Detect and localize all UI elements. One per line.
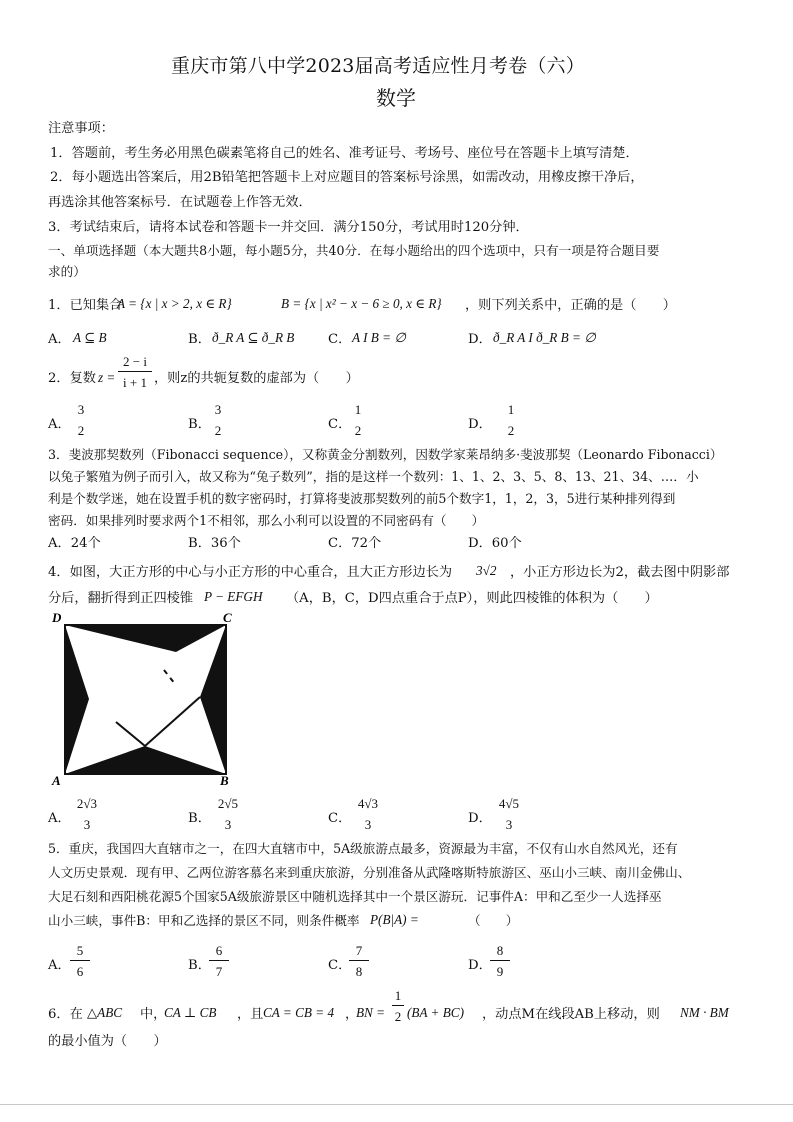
- q3-option-b: B．36个: [188, 536, 241, 551]
- q6-perp: CA ⊥ CB: [164, 1005, 217, 1020]
- exam-title: 重庆市第八中学2023届高考适应性月考卷（六）: [171, 55, 585, 77]
- q5-option-a: [70, 941, 90, 985]
- numerator: 1: [507, 402, 515, 417]
- numerator: 1: [354, 402, 362, 417]
- q5-probability: P(B|A) =: [370, 912, 419, 927]
- denominator: 2: [214, 423, 222, 438]
- denominator: 9: [496, 964, 504, 979]
- q6-equal-sides: CA = CB = 4: [263, 1005, 335, 1020]
- fraction-bar: [349, 960, 369, 961]
- q6-text-4: ，: [345, 1007, 359, 1022]
- shaded-region: [65, 625, 226, 774]
- numerator: 6: [215, 943, 223, 958]
- q1-set-b: B = {x | x² − x − 6 ≥ 0, x ∈ R}: [281, 296, 442, 311]
- q2-option-b: [207, 400, 229, 444]
- q5-line-4: 山小三峡，事件B：甲和乙选择的景区不同，则条件概率: [48, 913, 360, 928]
- denominator: 2: [354, 423, 362, 438]
- numerator: 3: [77, 402, 85, 417]
- denominator: 2: [394, 1009, 402, 1024]
- q3-line-4: 密码．如果排列时要求两个1不相邻，那么小利可以设置的不同密码有（ ）: [48, 513, 485, 528]
- page-bottom-rule: [0, 1104, 793, 1105]
- label-b: B: [220, 773, 229, 788]
- fraction-bar: [490, 960, 510, 961]
- q6-text-2: 中，: [140, 1007, 167, 1022]
- q1-prefix: 1．已知集合: [48, 298, 123, 313]
- denominator: 7: [215, 964, 223, 979]
- q4-option-c: [351, 794, 385, 838]
- denominator: 2: [507, 423, 515, 438]
- numerator: 4√3: [357, 796, 379, 811]
- q2-option-d: [500, 400, 522, 444]
- q1-suffix: ，则下列关系中，正确的是（ ）: [465, 298, 676, 313]
- q5-line-3: 大足石刻和西阳桃花源5个国家5A级旅游景区中随机选择其中一个景区游玩．记事件A：甲和乙至少一人选择巫: [48, 889, 662, 904]
- q4-line-1b: ，小正方形边长为2，截去图中阴影部: [510, 565, 730, 580]
- notice-heading: 注意事项：: [48, 121, 114, 136]
- q4-figure: [48, 608, 248, 788]
- q1-option-b: ð_R A ⊆ ð_R B: [212, 330, 295, 345]
- numerator: 1: [394, 988, 402, 1003]
- q2-suffix: ，则z的共轭复数的虚部为（ ）: [154, 371, 359, 386]
- q5-line-1: 5．重庆，我国四大直辖市之一，在四大直辖市中，5A级旅游点最多，资源最为丰富，不仅有山水自然风光，还有: [48, 841, 678, 856]
- q1-option-b-label: B．: [188, 332, 211, 347]
- q4-line-1a: 4．如图，大正方形的中心与小正方形的中心重合，且大正方形边长为: [48, 565, 453, 580]
- label-a: A: [52, 773, 61, 788]
- q2-option-b-label: B．: [188, 417, 211, 432]
- numerator: 7: [355, 943, 363, 958]
- fold-line-dashed: [164, 670, 175, 684]
- fold-line: [145, 697, 200, 746]
- q4-option-a: [70, 794, 104, 838]
- q6-vector-sum: (BA + BC): [407, 1005, 464, 1020]
- fraction-bar: [70, 960, 90, 961]
- q4-option-b: [211, 794, 245, 838]
- fold-line: [116, 722, 145, 746]
- denominator: 3: [224, 817, 232, 832]
- denominator: 3: [364, 817, 372, 832]
- q4-option-c-label: C．: [328, 811, 352, 826]
- q5-option-c: [349, 941, 369, 985]
- denominator: 3: [83, 817, 91, 832]
- numerator: 4√5: [498, 796, 520, 811]
- q5-option-b: [209, 941, 229, 985]
- q2-option-d-label: D．: [468, 417, 492, 432]
- q4-side-length: 3√2: [476, 563, 497, 578]
- q4-option-d-label: D．: [468, 811, 492, 826]
- q3-line-3: 利是个数学迷，她在设置手机的数字密码时，打算将斐波那契数列的前5个数字1，1，2，3，5进行某种排列得到: [48, 491, 676, 506]
- fraction-bar: [118, 371, 152, 372]
- q6-text-5: ，动点M在线段AB上移动，则: [482, 1007, 660, 1022]
- q2-option-a-label: A．: [48, 417, 71, 432]
- numerator: 3: [214, 402, 222, 417]
- q2-option-c: [347, 400, 369, 444]
- numerator: 8: [496, 943, 504, 958]
- notice-item-2-cont: 再选涂其他答案标号．在试题卷上作答无效．: [48, 195, 312, 210]
- denominator: 2: [77, 423, 85, 438]
- q6-text-3: ，且: [237, 1007, 264, 1022]
- notice-item-1: 1．答题前，考生务必用黑色碳素笔将自己的姓名、准考证号、考场号、座位号在答题卡上填写清楚．: [50, 146, 639, 161]
- q5-option-d-label: D．: [468, 958, 492, 973]
- q1-option-a: A ⊆ B: [73, 330, 107, 345]
- denominator: 3: [505, 817, 513, 832]
- q1-option-c: A I B = ∅: [352, 330, 406, 345]
- q5-line-2: 人文历史景观．现有甲、乙两位游客慕名来到重庆旅游，分别准备从武隆喀斯特旅游区、巫山小三峡、南川金佛山、: [48, 865, 691, 880]
- q6-prefix: 6．在: [48, 1007, 83, 1022]
- q5-option-a-label: A．: [48, 958, 71, 973]
- q6-half: [392, 986, 404, 1030]
- q6-triangle: △ABC: [87, 1005, 123, 1020]
- label-c: C: [223, 610, 232, 625]
- q2-option-a: [70, 400, 92, 444]
- q1-option-a-label: A．: [48, 332, 71, 347]
- q4-option-d: [492, 794, 526, 838]
- subject-title: 数学: [376, 86, 416, 110]
- q4-line-2a: 分后，翻折得到正四棱锥: [48, 591, 194, 606]
- numerator: 2√3: [76, 796, 98, 811]
- q4-option-a-label: A．: [48, 811, 71, 826]
- q4-line-2b: （A，B，C，D四点重合于点P），则此四棱锥的体积为（ ）: [286, 591, 658, 606]
- q3-option-c: C．72个: [328, 536, 382, 551]
- q4-pyramid: P − EFGH: [204, 589, 263, 604]
- q2-z: z =: [98, 370, 116, 385]
- q5-suffix: （ ）: [468, 913, 519, 928]
- section-heading-cont: 求的）: [48, 264, 86, 279]
- q3-line-2: 以兔子繁殖为例子而引入，故又称为“兔子数列”，指的是这样一个数列：1、1、2、3、5、8、13、21、34、…．小: [48, 469, 699, 484]
- q2-prefix: 2．复数: [48, 371, 96, 386]
- q5-option-b-label: B．: [188, 958, 211, 973]
- notice-item-3: 3．考试结束后，请将本试卷和答题卡一并交回．满分150分，考试用时120分钟．: [48, 220, 529, 235]
- q6-vector-bn: BN =: [356, 1005, 386, 1020]
- notice-item-2: 2．每小题选出答案后，用2B铅笔把答题卡上对应题目的答案标号涂黑，如需改动，用橡皮擦干净后，: [50, 170, 644, 185]
- numerator: 5: [76, 943, 84, 958]
- denominator: 8: [355, 964, 363, 979]
- q6-line-2: 的最小值为（ ）: [48, 1034, 167, 1049]
- q5-option-c-label: C．: [328, 958, 352, 973]
- q2-denominator: i + 1: [123, 375, 147, 390]
- q3-option-d: D．60个: [468, 536, 522, 551]
- q1-option-c-label: C．: [328, 332, 352, 347]
- fraction-bar: [392, 1005, 404, 1006]
- numerator: 2√5: [217, 796, 239, 811]
- q5-option-d: [490, 941, 510, 985]
- q2-numerator: 2 − i: [123, 354, 147, 369]
- q1-option-d: ð_R A I ð_R B = ∅: [493, 330, 596, 345]
- q1-set-a: A = {x | x > 2, x ∈ R}: [117, 296, 232, 311]
- q4-option-b-label: B．: [188, 811, 211, 826]
- q2-fraction: [118, 352, 152, 394]
- denominator: 6: [76, 964, 84, 979]
- q2-option-c-label: C．: [328, 417, 352, 432]
- q6-dot-product: NM · BM: [680, 1005, 729, 1020]
- section-heading: 一、单项选择题（本大题共8小题，每小题5分，共40分．在每小题给出的四个选项中，只有一项是符合题目要: [48, 243, 660, 258]
- label-d: D: [52, 610, 62, 625]
- q1-option-d-label: D．: [468, 332, 492, 347]
- q3-line-1: 3．斐波那契数列（Fibonacci sequence），又称黄金分割数列，因数学家莱昂纳多·斐波那契（Leonardo Fibonacci）: [48, 447, 723, 462]
- q3-option-a: A．24个: [48, 536, 101, 551]
- fraction-bar: [209, 960, 229, 961]
